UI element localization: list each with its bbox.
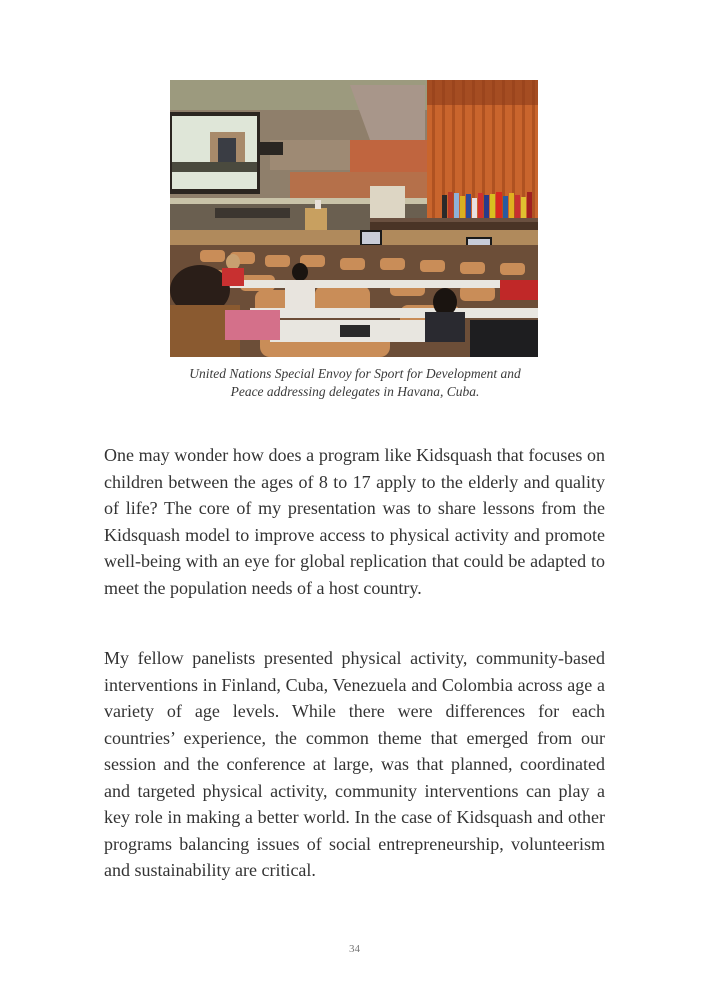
caption-line-2: Peace addressing delegates in Havana, Cuba. [230,384,480,399]
figure-caption [150,365,560,401]
paragraph-2: My fellow panelists presented physical activity, community-based interventions in Finland, Cuba, Venezuela and Colombia across age a variety of age levels. While there were differences for each countries’ experience, the common theme that emerged from our session and the conference at large, was that planned, coordinated and targeted physical activity, community interventions can play a key role in making a better world. In the case of Kidsquash and other programs balancing issues of social entrepreneurship, volunteerism and sustainability are critical. [104,648,605,880]
page-number: 34 [349,943,360,955]
conference-photo [170,80,538,357]
paragraph-1: One may wonder how does a program like Kidsquash that focuses on children between the ages of 8 to 17 apply to the elderly and quality of life? The core of my presentation was to share lessons from the Kidsquash model to improve access to physical activity and promote well-being with an eye for global replication that could be adapted to meet the population needs of a host country. [104,445,605,598]
caption-line-1: United Nations Special Envoy for Sport for Development and [189,366,521,381]
